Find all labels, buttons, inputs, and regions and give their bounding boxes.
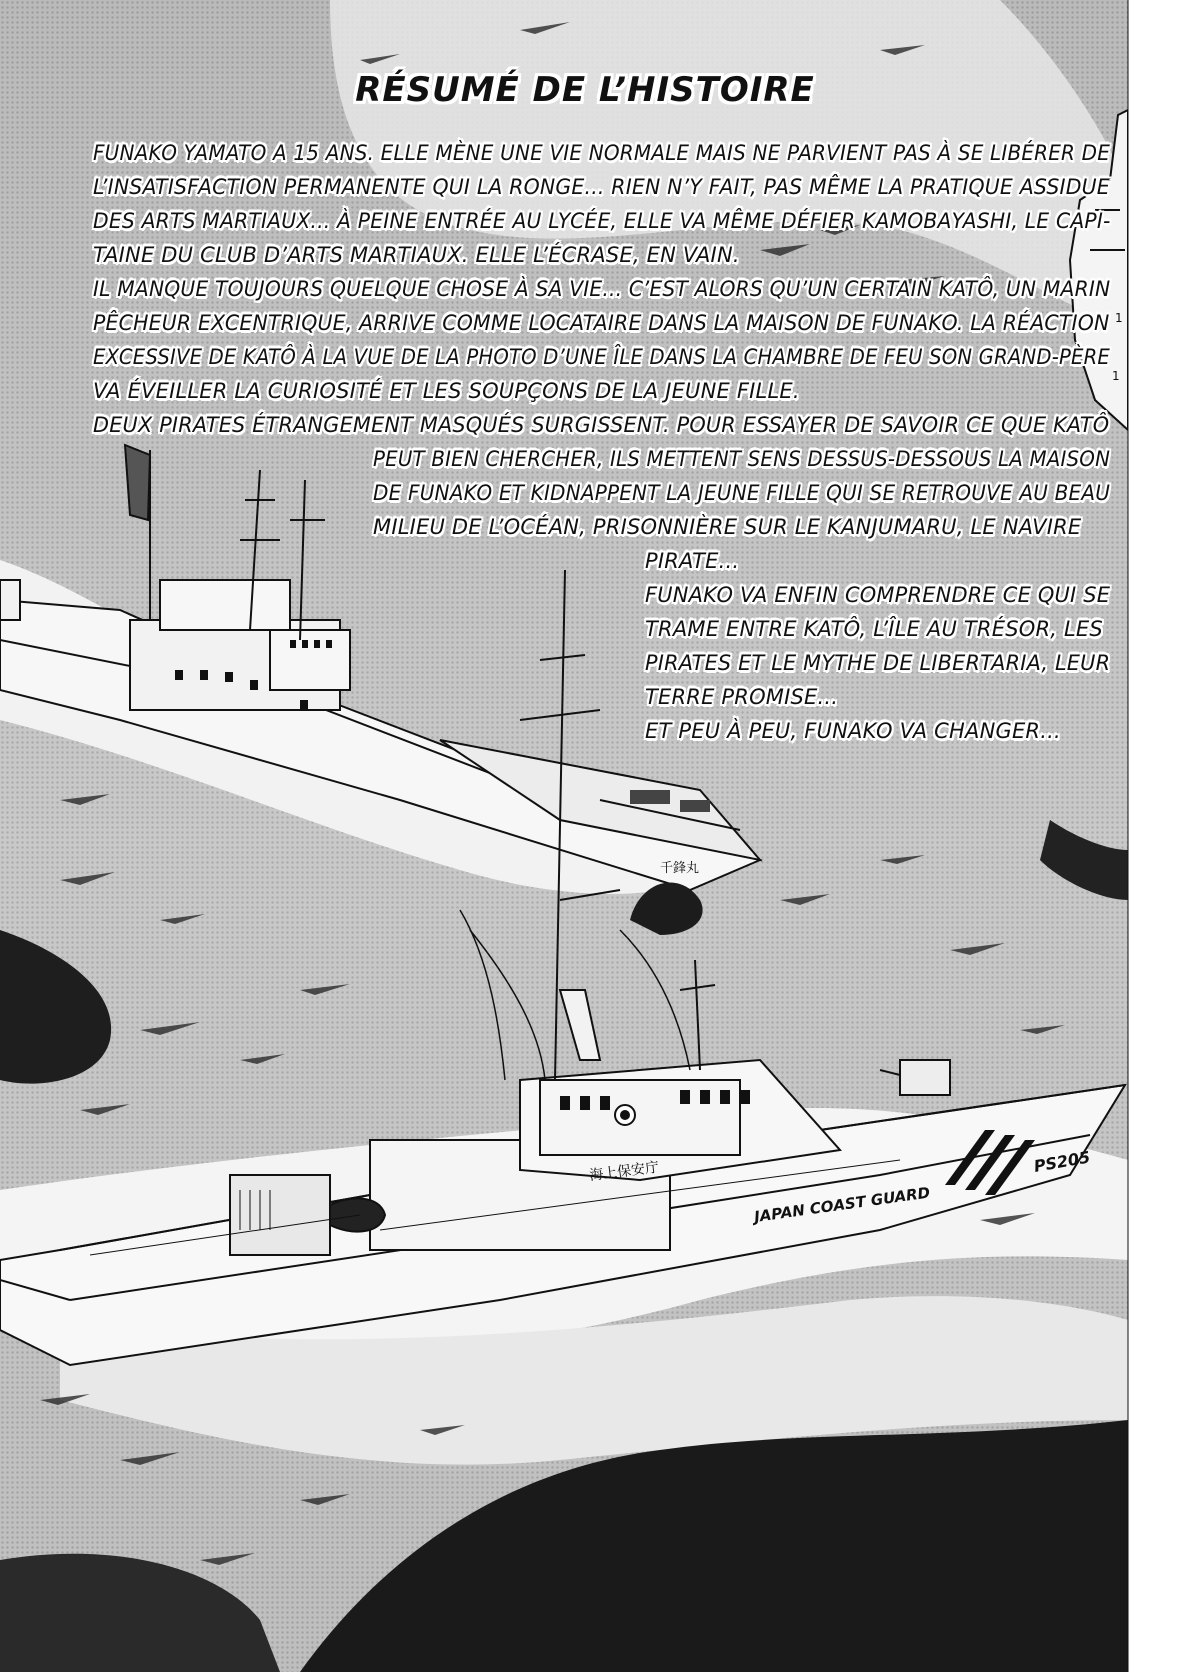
svg-text:1: 1: [1112, 369, 1120, 383]
page-right-border: [1128, 0, 1200, 1672]
pirate-ship-name: 千鋒丸: [660, 861, 700, 876]
summary-line: PIRATES ET LE MYTHE DE LIBERTARIA, LEUR: [645, 651, 1111, 675]
summary-line: L’INSATISFACTION PERMANENTE QUI LA RONGE... RIEN N’Y FAIT, PAS MÊME LA PRATIQUE ASSIDUE: [93, 175, 1110, 199]
summary-line: DES ARTS MARTIAUX... À PEINE ENTRÉE AU LYCÉE, ELLE VA MÊME DÉFIER KAMOBAYASHI, LE CAPI-: [93, 209, 1111, 233]
summary-line: IL MANQUE TOUJOURS QUELQUE CHOSE À SA VIE... C’EST ALORS QU’UN CERTAIN KATÔ, UN MARIN: [93, 277, 1111, 301]
summary-line: FUNAKO YAMATO A 15 ANS. ELLE MÈNE UNE VIE NORMALE MAIS NE PARVIENT PAS À SE LIBÉRER DE: [93, 141, 1111, 165]
summary-title: RÉSUMÉ DE L’HISTOIRE: [355, 70, 815, 110]
svg-text:1: 1: [1115, 311, 1123, 325]
summary-line: FUNAKO VA ENFIN COMPRENDRE CE QUI SE: [645, 583, 1111, 607]
summary-line: EXCESSIVE DE KATÔ À LA VUE DE LA PHOTO D’UNE ÎLE DANS LA CHAMBRE DE FEU SON GRAND-PÈRE: [93, 345, 1111, 369]
summary-line: PEUT BIEN CHERCHER, ILS METTENT SENS DESSUS-DESSOUS LA MAISON: [373, 447, 1111, 471]
summary-line: MILIEU DE L’OCÉAN, PRISONNIÈRE SUR LE KANJUMARU, LE NAVIRE: [373, 515, 1082, 539]
summary-line: TAINE DU CLUB D’ARTS MARTIAUX. ELLE L’ÉCRASE, EN VAIN.: [93, 243, 740, 267]
summary-line: ET PEU À PEU, FUNAKO VA CHANGER...: [645, 719, 1061, 743]
summary-line: PIRATE...: [645, 549, 740, 573]
summary-line: VA ÉVEILLER LA CURIOSITÉ ET LES SOUPÇONS DE LA JEUNE FILLE.: [93, 379, 800, 403]
summary-line: TERRE PROMISE...: [645, 685, 839, 709]
summary-line: DE FUNAKO ET KIDNAPPENT LA JEUNE FILLE QUI SE RETROUVE AU BEAU: [373, 481, 1111, 505]
summary-line: DEUX PIRATES ÉTRANGEMENT MASQUÉS SURGISSENT. POUR ESSAYER DE SAVOIR CE QUE KATÔ: [93, 413, 1110, 437]
coast-guard-hull-text: JAPAN COAST GUARD: [753, 1183, 932, 1226]
coast-guard-kanji: 海上保安庁: [588, 1159, 660, 1184]
summary-line: PÊCHEUR EXCENTRIQUE, ARRIVE COMME LOCATAIRE DANS LA MAISON DE FUNAKO. LA RÉACTION: [93, 311, 1110, 335]
summary-line: TRAME ENTRE KATÔ, L’ÎLE AU TRÉSOR, LES: [645, 617, 1103, 641]
coast-guard-number: PS205: [1032, 1147, 1092, 1176]
